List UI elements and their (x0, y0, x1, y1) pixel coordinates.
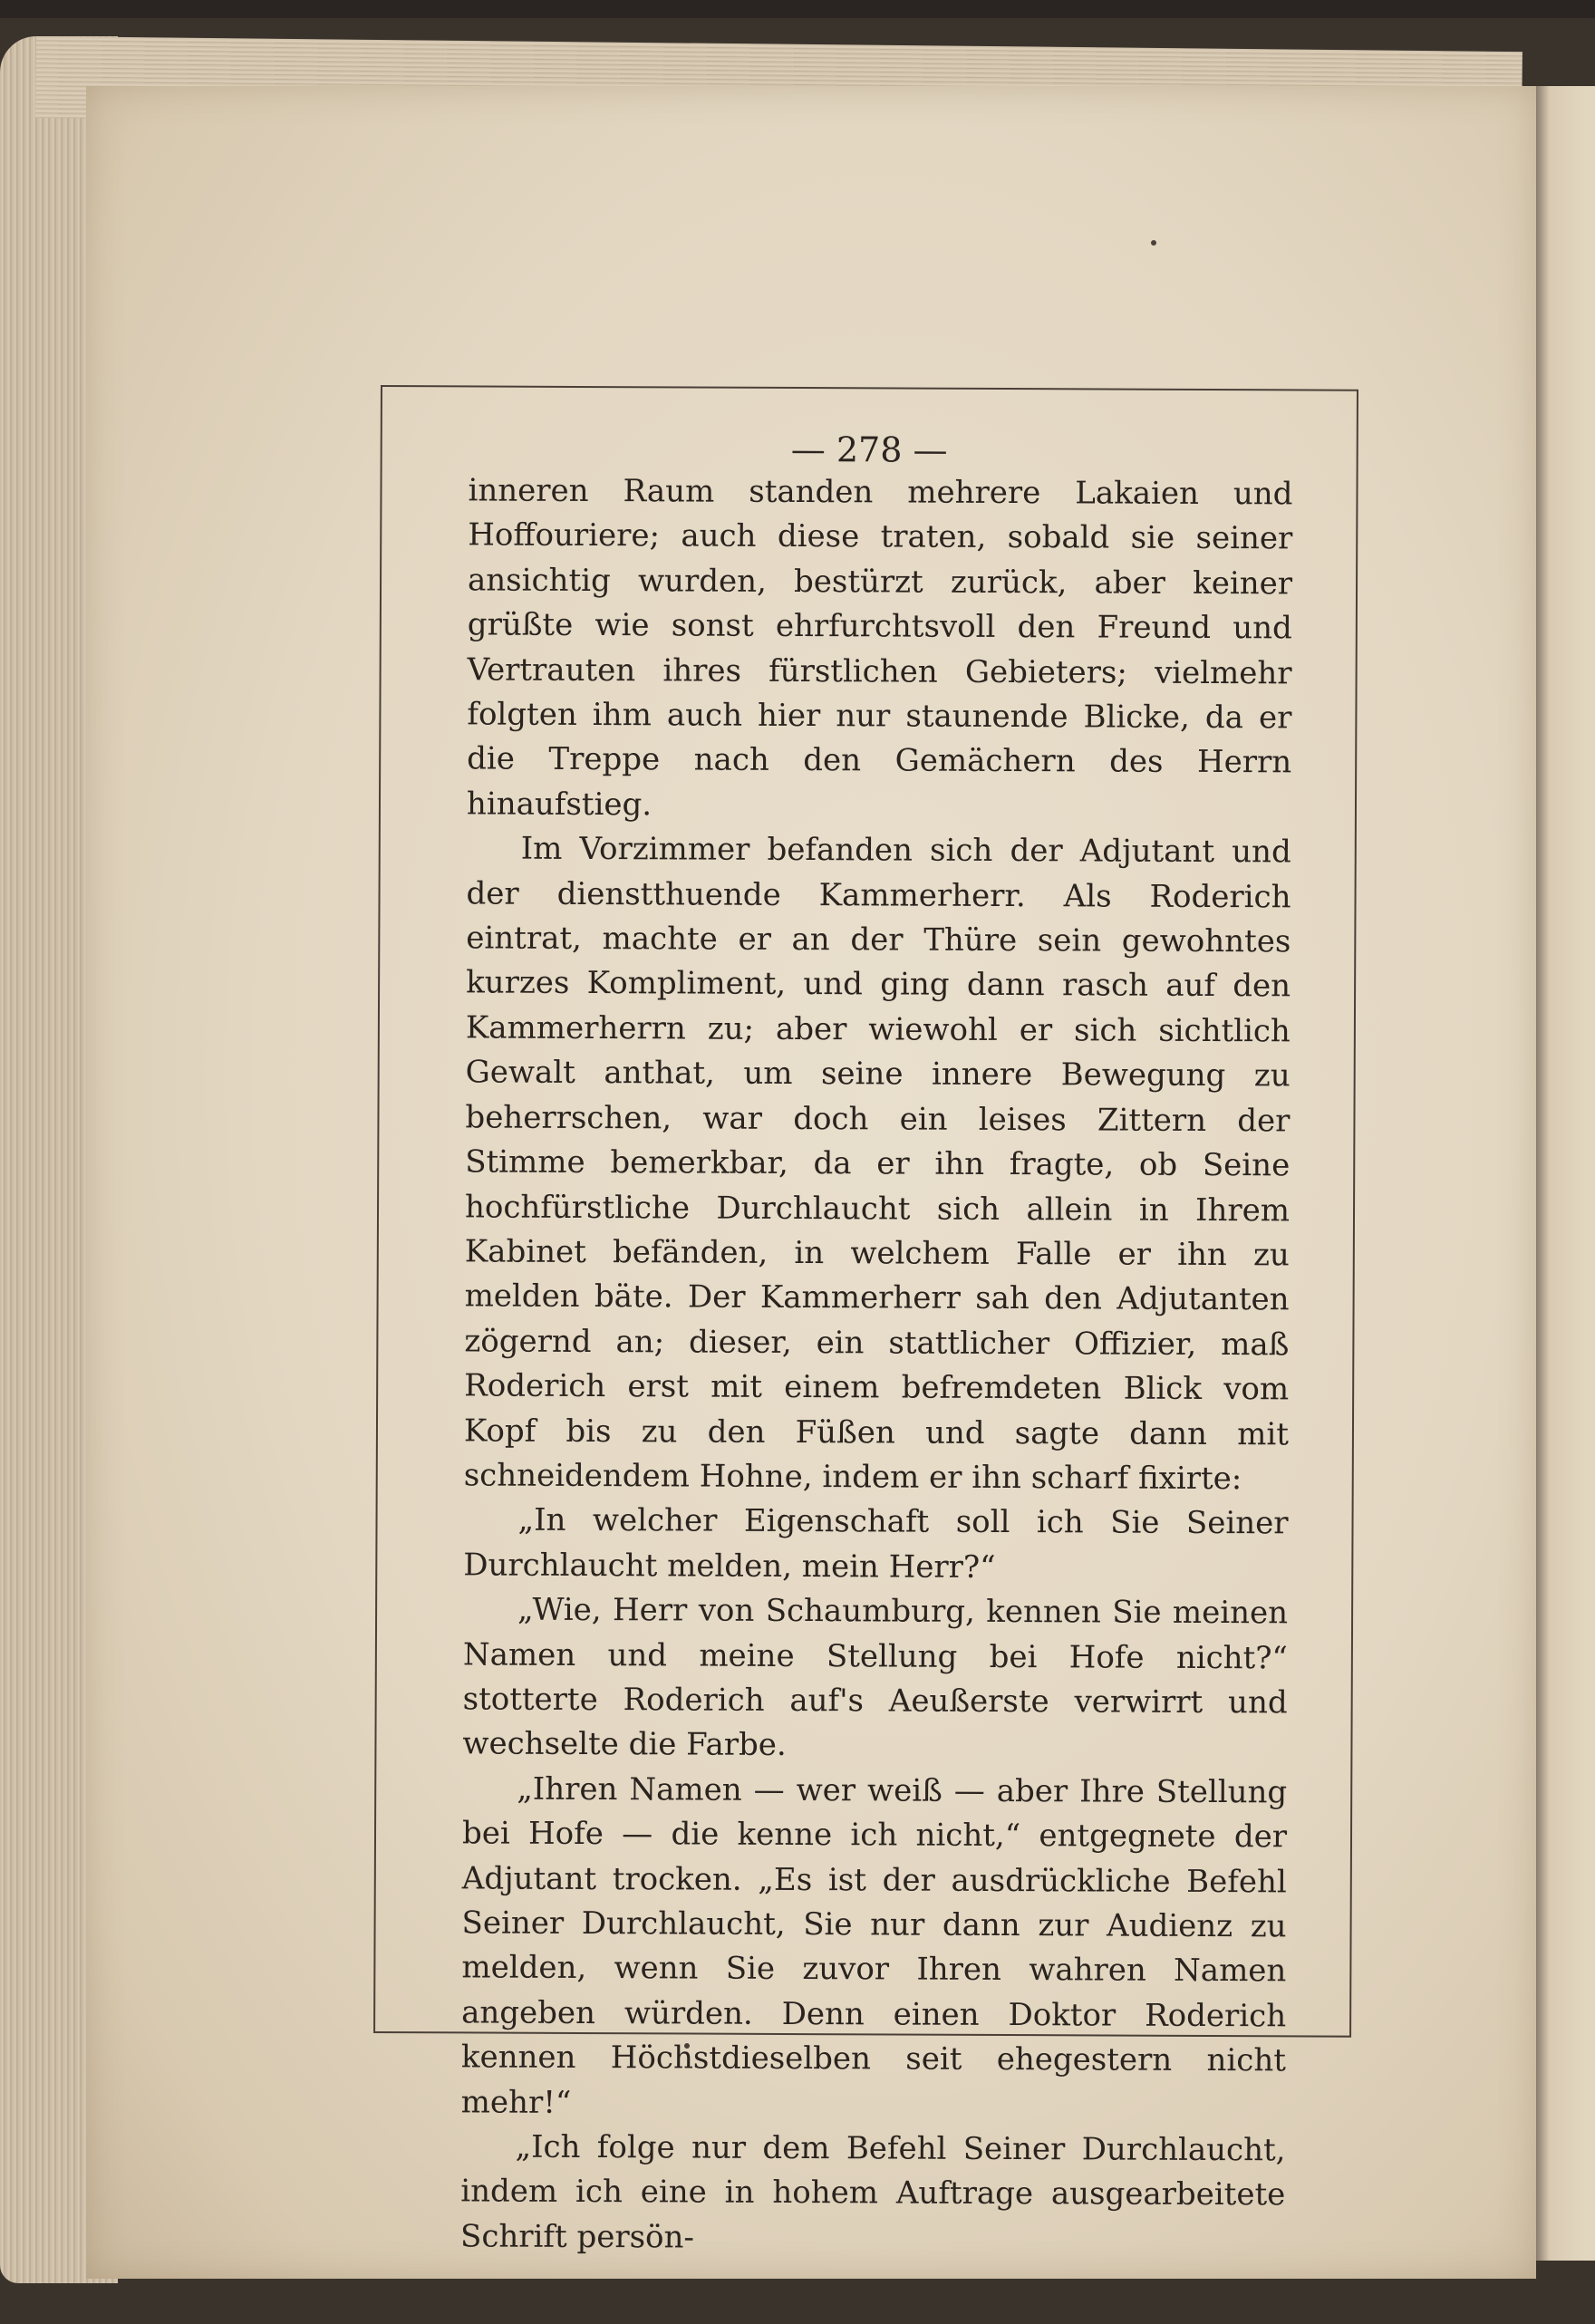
text-frame (373, 385, 1358, 2256)
paragraph: inneren Raum standen mehrere Lakaien und Hoffouriere; auch diese traten, sobald sie seiner ansichtig wurden, bestürzt zurück, aber keiner grüßte wie sonst ehrfurchtsvoll den Freund und Vertrauten ihres fürstlichen Gebieters; vielmehr folgten ihm auch hier nur staunende Blicke, da er die Treppe nach den Gemächern des Herrn hinaufstieg. (466, 472, 1293, 824)
paragraph: „In welcher Eigenschaft soll ich Sie Seiner Durchlaucht melden, mein Herr?“ (463, 1502, 1289, 1586)
speck (1151, 240, 1156, 246)
book-page (86, 86, 1536, 2279)
paragraph: „Ihren Namen — wer weiß — aber Ihre Stellung bei Hofe — die kenne ich nicht,“ entgegnete der Adjutant trocken. „Es ist der ausdrückliche Befehl Seiner Durchlaucht, Sie nur dann zur Audienz zu melden, wenn Sie zuvor Ihren wahren Namen angeben würden. Denn einen Doktor Roderich kennen Höchstdieselben seit ehegestern nicht mehr!“ (460, 1770, 1288, 2121)
paragraph: Im Vorzimmer befanden sich der Adjutant und der dienstthuende Kammerherr. Als Roderich eintrat, machte er an der Thüre sein gewohntes kurzes Kompliment, und ging dann rasch auf den Kammerherrn zu; aber wiewohl er sich sichtlich Gewalt anthat, um seine innere Bewegung zu beherrschen, war doch ein leises Zittern der Stimme bemerkbar, da er ihn fragte, ob Seine hochfürstliche Durchlaucht sich allein in Ihrem Kabinet befänden, in welchem Falle er ihn zu melden bäte. Der Kammerherr sah den Adjutanten zögernd an; dieser, ein stattlicher Offizier, maß Roderich erst mit einem befremdeten Blick vom Kopf bis zu den Füßen und sagte dann mit schneidendem Hohne, indem er ihn scharf fixirte: (463, 830, 1291, 1498)
next-page-edge (1532, 86, 1595, 2261)
paragraph: „Ich folge nur dem Befehl Seiner Durchlaucht, indem ich eine in hohem Auftrage ausgearbeitete Schrift persön- (459, 2128, 1286, 2256)
page-text (460, 468, 1293, 2262)
paragraph: „Wie, Herr von Schaumburg, kennen Sie meinen Namen und meine Stellung bei Hofe nicht?“ stotterte Roderich auf's Aeußerste verwirrt und wechselte die Farbe. (462, 1591, 1289, 1764)
page-number: — 278 — (790, 429, 948, 470)
